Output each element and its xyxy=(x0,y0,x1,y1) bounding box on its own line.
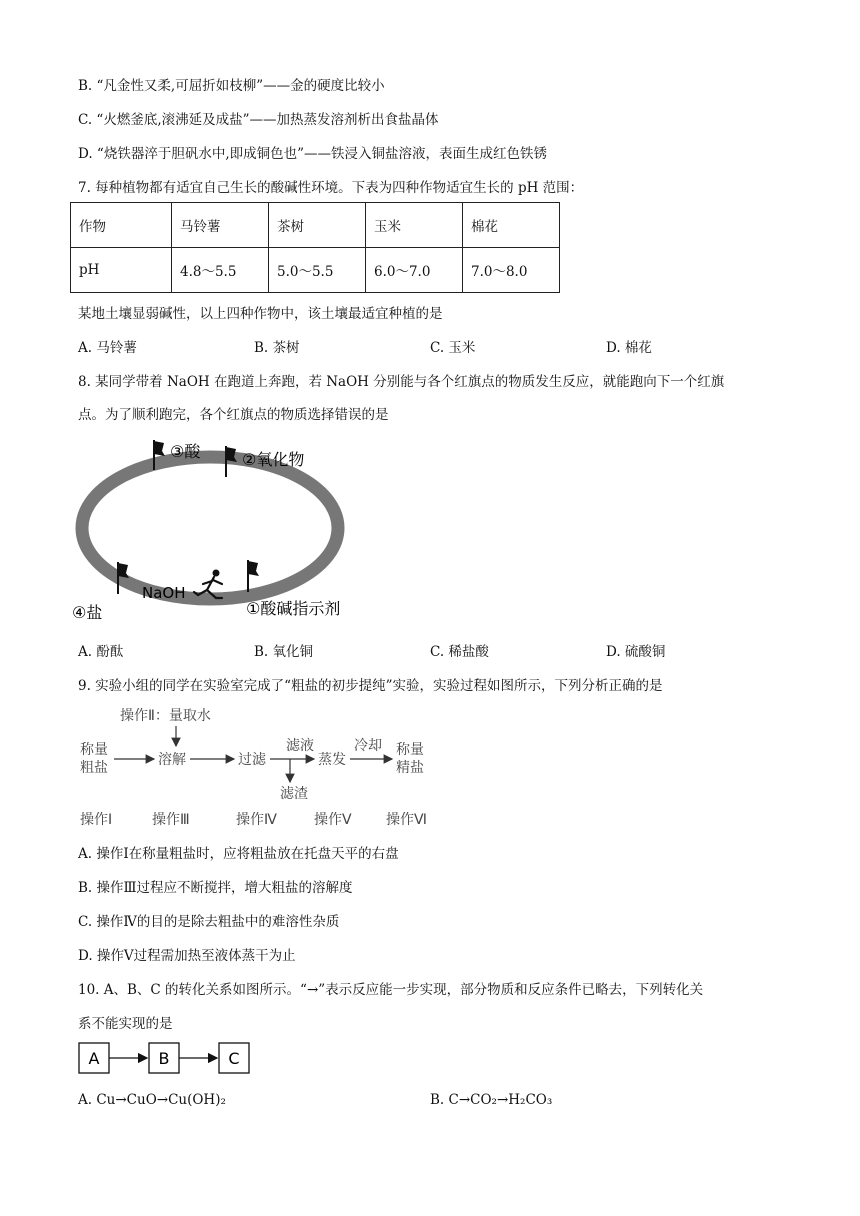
table-cell: pH xyxy=(71,248,172,293)
flag4-label: ④盐 xyxy=(72,603,103,622)
ph-table-value-row xyxy=(71,248,560,293)
evaporate-label: 蒸发 xyxy=(318,752,346,768)
q8-option-a: A. 酚酞 xyxy=(78,644,124,660)
q6-option-d: D. “烧铁器淬于胆矾水中,即成铜色也”——铁浸入铜盐溶液，表面生成红色铁锈 xyxy=(78,146,548,162)
purification-flow-diagram xyxy=(74,702,444,834)
box-a-label: A xyxy=(88,1049,100,1068)
table-cell: 马铃薯 xyxy=(172,203,269,248)
track-figure xyxy=(70,432,370,624)
q10-stem-line1: 10. A、B、C 的转化关系如图所示。“→”表示反应能一步实现，部分物质和反应条件已略去，下列转化关 xyxy=(78,982,704,998)
q10-option-a: A. Cu→CuO→Cu(OH)₂ xyxy=(78,1092,226,1108)
q7-option-d: D. 棉花 xyxy=(606,340,652,356)
table-cell: 5.0～5.5 xyxy=(269,248,366,293)
q8-option-c: C. 稀盐酸 xyxy=(430,644,489,660)
running-track xyxy=(82,457,338,599)
weigh-crude-label-1: 称量 xyxy=(80,742,108,758)
flag-icon xyxy=(248,560,259,592)
table-cell: 茶树 xyxy=(269,203,366,248)
q7-option-b: B. 茶树 xyxy=(254,340,300,356)
filtrate-label: 滤液 xyxy=(286,738,314,754)
op-label: 操作Ⅲ xyxy=(152,812,190,828)
abc-transform-diagram xyxy=(78,1042,258,1076)
q6-option-b: B. “凡金性又柔,可屈折如枝柳”——金的硬度比较小 xyxy=(78,78,385,94)
q8-stem-line2: 点。为了顺利跑完，各个红旗点的物质选择错误的是 xyxy=(78,407,389,423)
op-label: 操作Ⅵ xyxy=(386,812,427,828)
q8-option-d: D. 硫酸铜 xyxy=(606,644,666,660)
filter-label: 过滤 xyxy=(238,752,266,768)
q7-question: 某地土壤显弱碱性，以上四种作物中，该土壤最适宜种植的是 xyxy=(78,306,443,322)
residue-label: 滤渣 xyxy=(280,786,308,802)
box-b-label: B xyxy=(158,1049,170,1068)
runner-label: NaOH xyxy=(142,584,186,602)
q9-stem: 9. 实验小组的同学在实验室完成了“粗盐的初步提纯”实验，实验过程如图所示，下列分析正确的是 xyxy=(78,678,663,694)
weigh-fine-label-2: 精盐 xyxy=(396,760,424,776)
q6-option-c: C. “火燃釜底,滚沸延及成盐”——加热蒸发溶剂析出食盐晶体 xyxy=(78,112,439,128)
table-cell: 7.0～8.0 xyxy=(463,248,560,293)
weigh-fine-label-1: 称量 xyxy=(396,742,424,758)
op-label: 操作Ⅴ xyxy=(314,812,352,828)
table-cell: 6.0～7.0 xyxy=(366,248,463,293)
box-c-label: C xyxy=(228,1049,240,1068)
ph-table xyxy=(70,202,560,293)
op-label: 操作Ⅳ xyxy=(236,812,277,828)
q9-option-b: B. 操作Ⅲ过程应不断搅拌，增大粗盐的溶解度 xyxy=(78,880,353,896)
table-cell: 玉米 xyxy=(366,203,463,248)
weigh-crude-label-2: 粗盐 xyxy=(80,760,108,776)
q8-stem-line1: 8. 某同学带着 NaOH 在跑道上奔跑，若 NaOH 分别能与各个红旗点的物质发生反应，就能跑向下一个红旗 xyxy=(78,374,725,390)
q9-option-d: D. 操作Ⅴ过程需加热至液体蒸干为止 xyxy=(78,948,296,964)
q7-option-a: A. 马铃薯 xyxy=(78,340,137,356)
dissolve-label: 溶解 xyxy=(158,752,186,768)
flag1-label: ①酸碱指示剂 xyxy=(246,599,341,618)
flag2-label: ②氧化物 xyxy=(242,450,305,469)
q7-option-c: C. 玉米 xyxy=(430,340,476,356)
q8-option-b: B. 氧化铜 xyxy=(254,644,314,660)
q10-option-b: B. C→CO₂→H₂CO₃ xyxy=(430,1092,553,1108)
ph-table-header-row xyxy=(71,203,560,248)
table-cell: 棉花 xyxy=(463,203,560,248)
flag3-label: ③酸 xyxy=(170,442,201,461)
op-label: 操作Ⅰ xyxy=(80,812,113,828)
q9-option-c: C. 操作Ⅳ的目的是除去粗盐中的难溶性杂质 xyxy=(78,914,340,930)
q7-stem: 7. 每种植物都有适宜自己生长的酸碱性环境。下表为四种作物适宜生长的 pH 范围： xyxy=(78,180,584,196)
q9-option-a: A. 操作Ⅰ在称量粗盐时，应将粗盐放在托盘天平的右盘 xyxy=(78,846,399,862)
table-cell: 4.8～5.5 xyxy=(172,248,269,293)
op2-note: 操作Ⅱ：量取水 xyxy=(120,708,211,724)
cool-label: 冷却 xyxy=(354,738,382,754)
table-cell: 作物 xyxy=(71,203,172,248)
q10-stem-line2: 系不能实现的是 xyxy=(78,1016,173,1032)
